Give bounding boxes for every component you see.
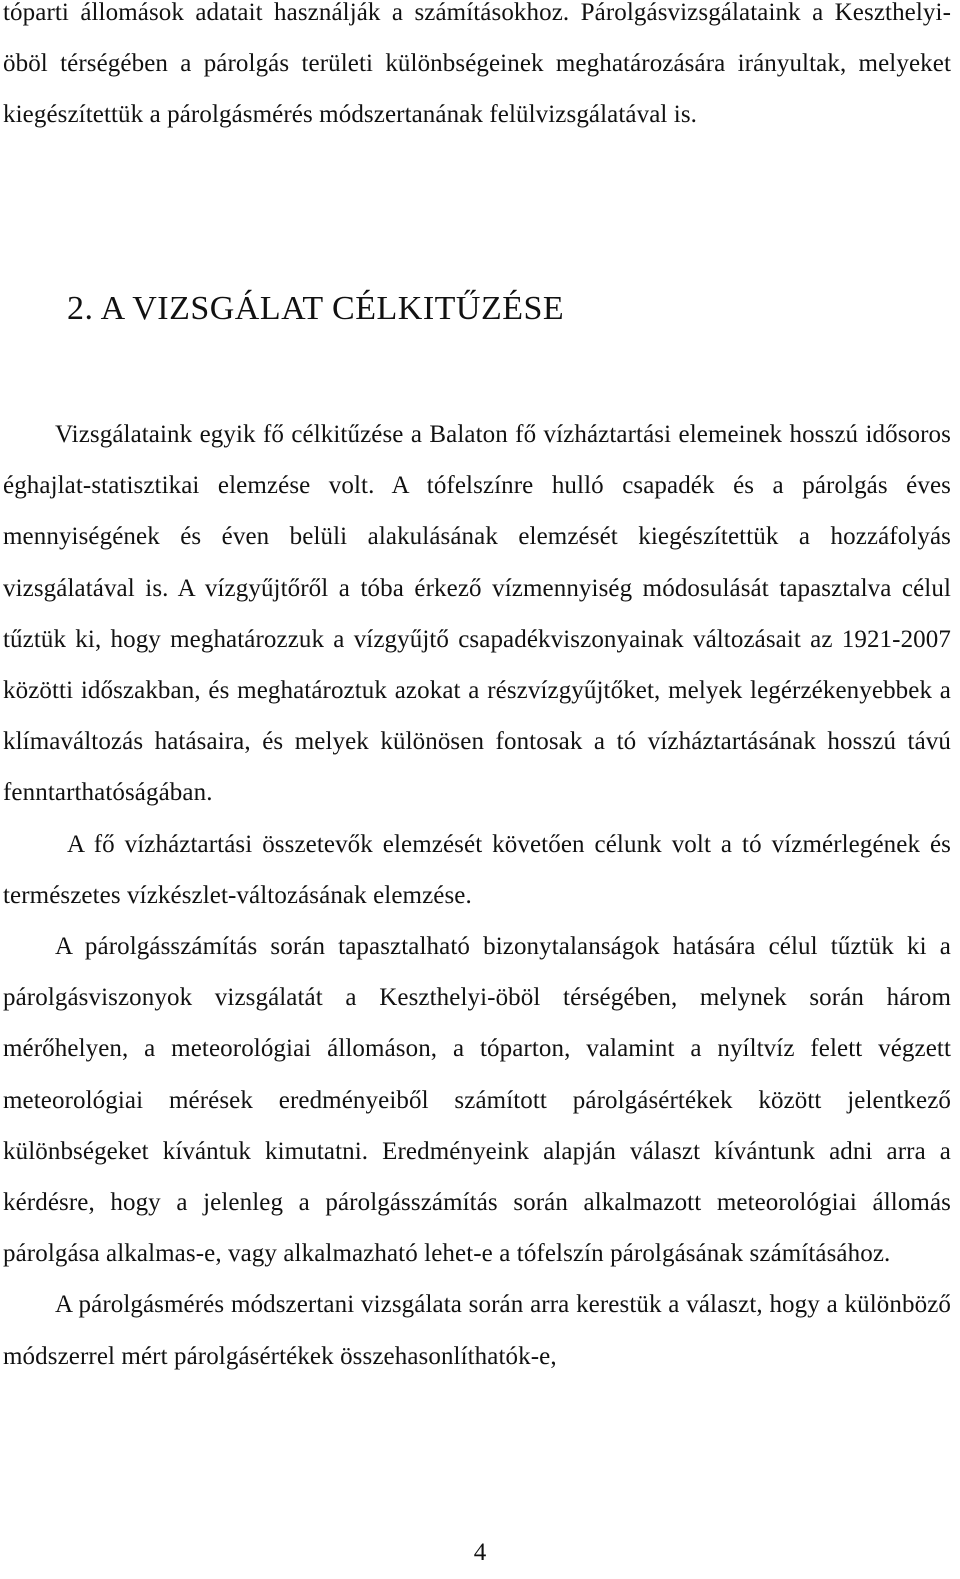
body-paragraph-4: A párolgásmérés módszertani vizsgálata során arra kerestük a választ, hogy a különböző módszerrel mért párolgásértékek összehasonlíthatók-e,: [3, 1291, 951, 1370]
page-number: 4: [473, 1539, 487, 1566]
intro-text-block: [3, 0, 951, 141]
body-paragraph-2: A fő vízháztartási összetevők elemzését követően célunk volt a tó vízmérlegének és természetes vízkészlet-változásának elemzése.: [3, 830, 951, 909]
body-paragraph-1: Vizsgálataink egyik fő célkitűzése a Balaton fő vízháztartási elemeinek hosszú idősoros éghajlat-statisztikai elemzése volt. A tófelszínre hulló csapadék és a párolgás éves mennyiségének és éven belüli alakulásának elemzését kiegészítettük a hozzáfolyás vizsgálatával is. A vízgyűjtőről a tóba érkező vízmennyiség módosulását tapasztalva célul tűztük ki, hogy meghatározzuk a vízgyűjtő csapadékviszonyainak változásait az 1921-2007 közötti időszakban, és meghatároztuk azokat a részvízgyűjtőket, melyek legérzékenyebbek a klímaváltozás hatásaira, és melyek különösen fontosak a tó vízháztartásának hosszú távú fenntarthatóságában.: [3, 421, 951, 807]
intro-paragraph: tóparti állomások adatait használják a számításokhoz. Párolgásvizsgálataink a Keszthelyi-öböl térségében a párolgás területi különbségeinek meghatározására irányultak, melyeket kiegészítettük a párolgásmérés módszertanának felülvizsgálatával is.: [3, 0, 951, 129]
body-paragraph-3: A párolgásszámítás során tapasztalható bizonytalanságok hatására célul tűztük ki a párolgásviszonyok vizsgálatát a Keszthelyi-öböl térségében, melynek során három mérőhelyen, a meteorológiai állomáson, a tóparton, valamint a nyíltvíz felett végzett meteorológiai mérések eredményeiből számított párolgásértékek között jelentkező különbségeket kívántuk kimutatni. Eredményeink alapján választ kívántunk adni arra a kérdésre, hogy a jelenleg a párolgásszámítás során alkalmazott meteorológiai állomás párolgása alkalmas-e, vagy alkalmazható lehet-e a tófelszín párolgásának számításához.: [3, 933, 951, 1268]
section-heading: 2. A VIZSGÁLAT CÉLKITŰZÉSE: [67, 290, 565, 327]
section-body: [3, 409, 951, 1382]
